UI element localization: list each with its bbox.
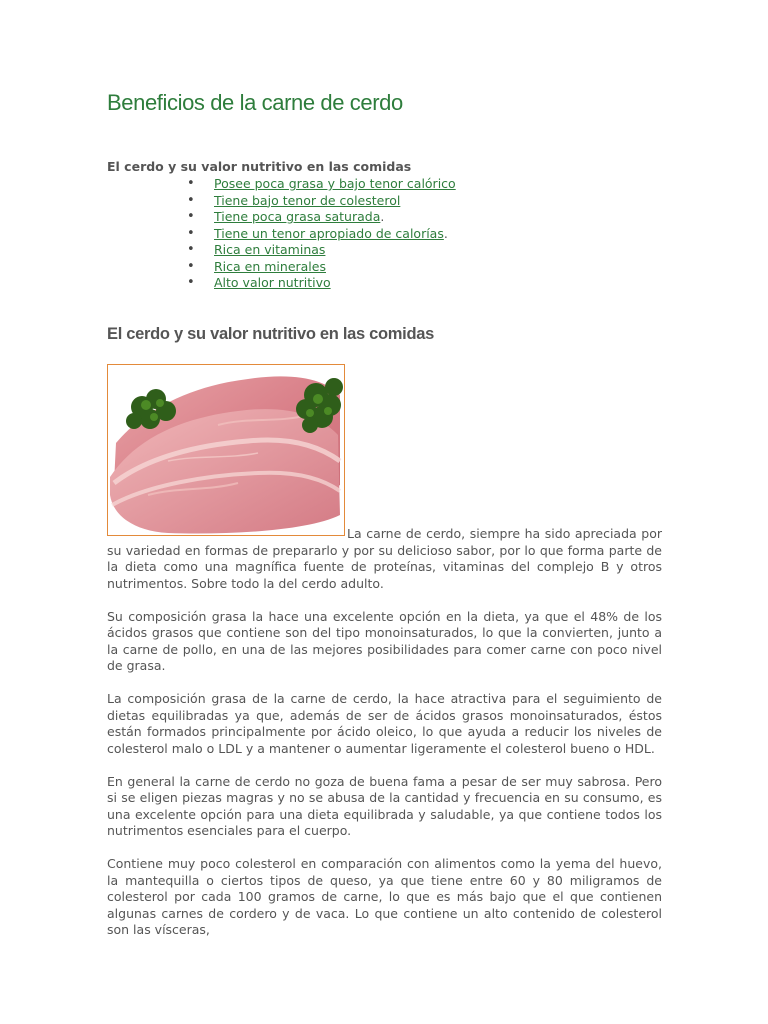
benefit-link[interactable]: Rica en minerales: [214, 258, 326, 274]
benefit-link[interactable]: Tiene bajo tenor de colesterol: [214, 192, 401, 208]
list-item: [187, 176, 456, 193]
benefit-link[interactable]: Tiene un tenor apropiado de calorías: [214, 225, 444, 241]
list-item: [187, 193, 456, 210]
pork-meat-photo: [107, 364, 345, 536]
paragraph: Su composición grasa la hace una excelente opción en la dieta, ya que el 48% de los ácidos grasos que contiene son del tipo monoinsaturados, lo que la convierten, junto a la carne de pollo, en una de las mejores posibilidades para comer carne con poco nivel de grasa.: [107, 608, 662, 673]
paragraph: La composición grasa de la carne de cerdo, la hace atractiva para el seguimiento de dietas equilibradas ya que, además de ser de ácidos grasos monoinsaturados, éstos están formados principalmente por ácido oleico, lo que ayuda a reducir los niveles de colesterol malo o LDL y a mantener o aumentar ligeramente el colesterol bueno o HDL.: [107, 691, 662, 756]
page-title: Beneficios de la carne de cerdo: [107, 90, 403, 115]
paragraph: La carne de cerdo, siempre ha sido apreciada por su variedad en formas de prepararlo y por su delicioso sabor, por lo que forma parte de la dieta como una magnífica fuente de proteínas, vitaminas del complejo B y otros nutrimentos. Sobre todo la del cerdo adulto.: [107, 526, 662, 591]
benefit-link[interactable]: Rica en vitaminas: [214, 242, 326, 257]
list-item: • Tiene poca grasa saturada.: [187, 209, 456, 226]
benefit-link[interactable]: Alto valor nutritivo: [214, 275, 331, 290]
list-item: [187, 242, 456, 259]
benefits-list: [187, 176, 456, 292]
list-item: [187, 259, 456, 276]
list-item: • Tiene un tenor apropiado de calorías.: [187, 226, 456, 243]
subtitle: El cerdo y su valor nutritivo en las comidas: [107, 159, 412, 174]
section-heading: El cerdo y su valor nutritivo en las comidas: [107, 325, 434, 343]
pork-meat-illustration: [108, 365, 344, 535]
list-item: [187, 275, 456, 292]
benefit-link[interactable]: Tiene poca grasa saturada: [214, 209, 381, 224]
paragraph: En general la carne de cerdo no goza de buena fama a pesar de ser muy sabrosa. Pero si se eligen piezas magras y no se abusa de la cantidad y frecuencia en su consumo, es una excelente opción para una dieta equilibrada y saludable, ya que contiene todos los nutrimentos esenciales para el cuerpo.: [107, 773, 662, 838]
article-body: [107, 526, 662, 955]
benefit-link[interactable]: Posee poca grasa y bajo tenor calórico: [214, 176, 456, 191]
paragraph: Contiene muy poco colesterol en comparación con alimentos como la yema del huevo, la mantequilla o ciertos tipos de queso, ya que tiene entre 60 y 80 miligramos de colesterol por cada 100 gramos de carne, lo que es más bajo que el que contienen algunas carnes de cordero y de vaca. Lo que contiene un alto contenido de colesterol son las vísceras,: [107, 856, 662, 937]
